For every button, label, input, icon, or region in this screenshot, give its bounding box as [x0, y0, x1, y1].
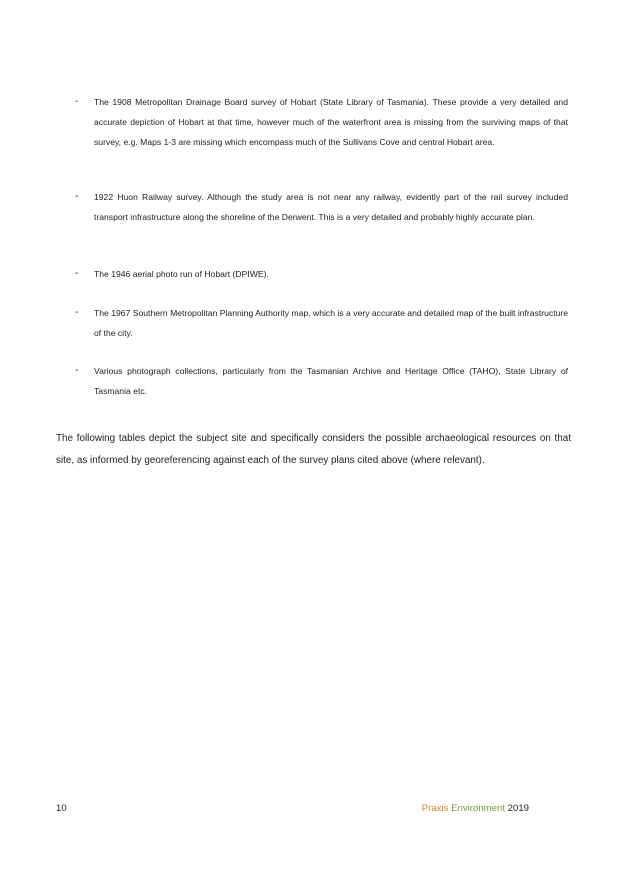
- dash-bullet-icon: -: [75, 365, 79, 376]
- dash-bullet-icon: -: [75, 268, 79, 279]
- footer-brand: [422, 801, 529, 817]
- brand-word-praxis: Praxis: [421, 803, 449, 814]
- list-item-text: 1922 Huon Railway survey. Although the study area is not near any railway, evidently part of the rail survey included transport infrastructure along the shoreline of the Derwent. This is a very detailed and probably highly accurate plan.: [94, 192, 568, 223]
- dash-bullet-icon: -: [75, 307, 79, 318]
- footer-year: 2019: [507, 803, 529, 814]
- list-item-text: The 1967 Southern Metropolitan Planning Authority map, which is a very accurate and detailed map of the built infrastructure of the city.: [94, 308, 568, 339]
- list-item-text: The 1908 Metropolitan Drainage Board survey of Hobart (State Library of Tasmania). These provide a very detailed and accurate depiction of Hobart at that time, however much of the waterfront area is missing from the surviving maps of that survey, e.g. Maps 1-3 are missing which encompass much of the Sullivans Cove and central Hobart area.: [94, 97, 568, 148]
- list-item-text: The 1946 aerial photo run of Hobart (DPIWE).: [94, 269, 269, 279]
- list-item-text: Various photograph collections, particularly from the Tasmanian Archive and Heritage Office (TAHO), State Library of Tasmania etc.: [94, 366, 568, 397]
- dash-bullet-icon: -: [75, 96, 79, 107]
- dash-bullet-icon: -: [75, 191, 79, 202]
- brand-word-environment: Environment: [451, 803, 505, 814]
- intro-paragraph: The following tables depict the subject site and specifically considers the possible archaeological resources on that site, as informed by georeferencing against each of the survey plans cited above (where relevant).: [56, 433, 571, 466]
- page-number: 10: [56, 803, 67, 814]
